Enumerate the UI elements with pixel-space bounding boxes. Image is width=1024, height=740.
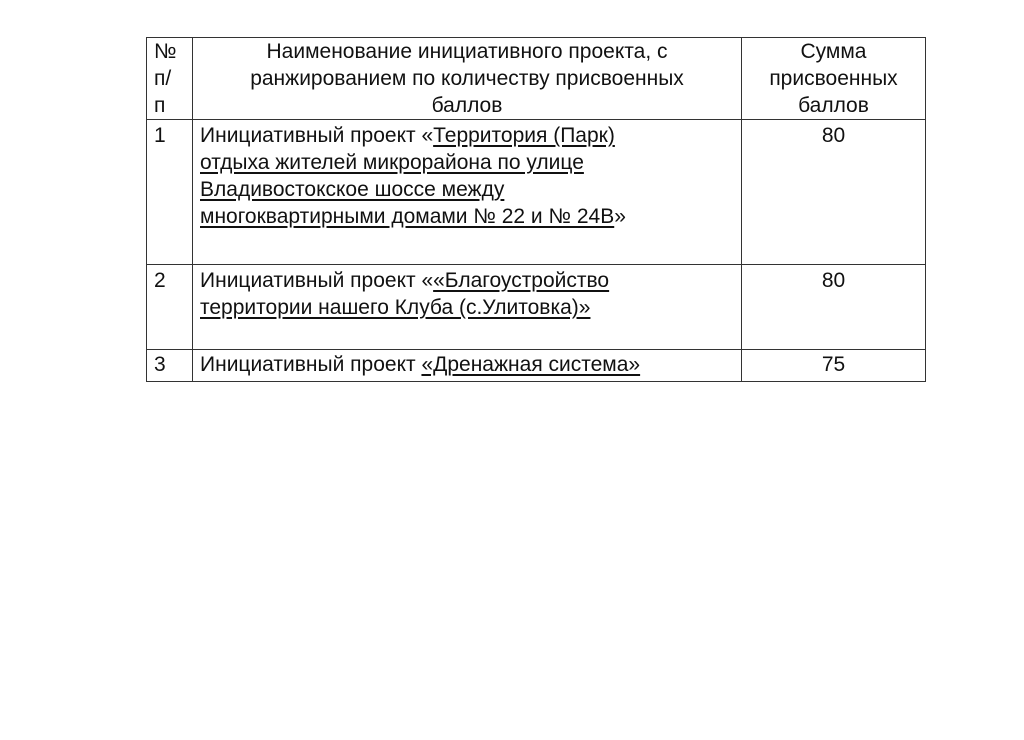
header-score-line: присвоенных (769, 67, 898, 90)
project-prefix: Инициативный проект « (200, 124, 434, 147)
project-title-line: многоквартирными домами № 22 и № 24В (200, 205, 615, 228)
project-name (193, 265, 742, 350)
header-name-line: баллов (431, 94, 503, 117)
project-title-line: отдыха жителей микрорайона по улице (200, 151, 584, 174)
table-row (147, 350, 926, 382)
header-project-name (193, 38, 742, 120)
header-number (147, 38, 193, 120)
header-name-line: Наименование инициативного проекта, с (266, 40, 668, 63)
score-value: 80 (742, 265, 926, 350)
header-number-line: № (154, 40, 177, 63)
row-number: 2 (147, 265, 193, 350)
header-name-line: ранжированием по количеству присвоенных (250, 67, 684, 90)
table-row (147, 265, 926, 350)
project-name (193, 350, 742, 382)
table-header-row (147, 38, 926, 120)
project-title-line: Владивостокское шоссе между (200, 178, 505, 201)
header-score (742, 38, 926, 120)
initiative-projects-table (146, 37, 926, 382)
project-prefix: Инициативный проект « (200, 269, 434, 292)
project-title-line: «Благоустройство (433, 269, 610, 292)
score-value: 80 (742, 120, 926, 265)
header-number-line: п/ (154, 67, 172, 90)
project-suffix: » (614, 205, 626, 228)
header-score-line: баллов (798, 94, 869, 117)
project-name (193, 120, 742, 265)
table-row (147, 120, 926, 265)
header-number-line: п (154, 94, 166, 117)
project-prefix: Инициативный проект (200, 353, 422, 376)
row-number: 1 (147, 120, 193, 265)
score-value: 75 (742, 350, 926, 382)
project-title-line: территории нашего Клуба (с.Улитовка)» (200, 296, 591, 319)
row-number: 3 (147, 350, 193, 382)
project-title-line: Территория (Парк) (433, 124, 615, 147)
header-score-line: Сумма (800, 40, 867, 63)
project-title-line: «Дренажная система» (421, 353, 641, 376)
